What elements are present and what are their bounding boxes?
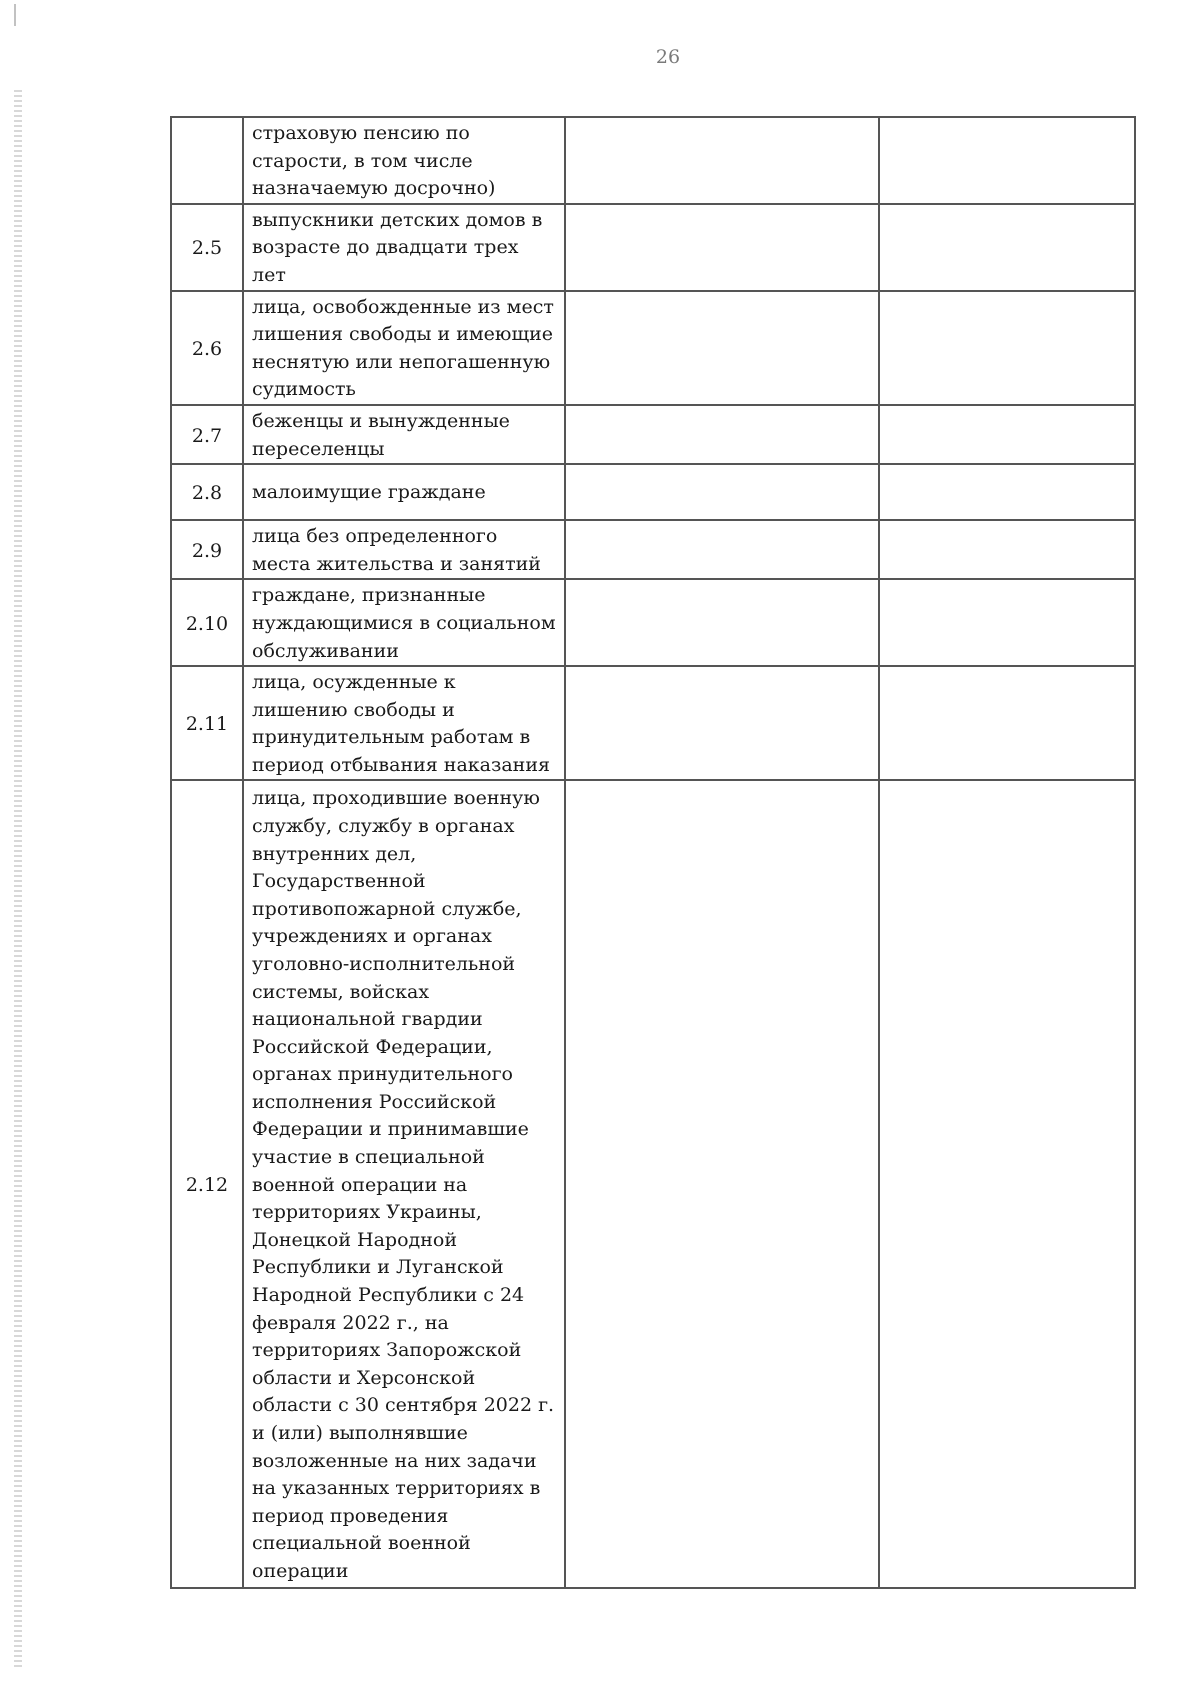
- page-number: 26: [655, 46, 681, 68]
- empty-cell: [879, 666, 1135, 780]
- row-description: беженцы и вынужденные переселенцы: [243, 405, 565, 464]
- row-number: 2.11: [171, 666, 243, 780]
- table-row: [171, 405, 1135, 464]
- empty-cell: [879, 579, 1135, 666]
- row-description: лица, освобожденные из мест лишения свободы и имеющие неснятую или непогашенную судимость: [243, 291, 565, 405]
- empty-cell: [565, 291, 879, 405]
- row-number: 2.10: [171, 579, 243, 666]
- row-description: выпускники детских домов в возрасте до двадцати трех лет: [243, 204, 565, 291]
- empty-cell: [879, 204, 1135, 291]
- empty-cell: [565, 579, 879, 666]
- row-description: лица, проходившие военную службу, службу в органах внутренних дел, Государственной противопожарной службе, учреждениях и органах уголовно-исполнительной системы, войсках национальной гвардии Российской Федерации, органах принудительного исполнения Российской Федерации и принимавшие участие в специальной военной операции на территориях Украины, Донецкой Народной Республики и Луганской Народной Республики с 24 февраля 2022 г., на территориях Запорожской области и Херсонской области с 30 сентября 2022 г. и (или) выполнявшие возложенные на них задачи на указанных территориях в период проведения специальной военной операции: [243, 780, 565, 1588]
- table-row: [171, 579, 1135, 666]
- empty-cell: [565, 405, 879, 464]
- empty-cell: [879, 520, 1135, 579]
- table-row: [171, 464, 1135, 520]
- row-description: малоимущие граждане: [243, 464, 565, 520]
- row-description: граждане, признанные нуждающимися в социальном обслуживании: [243, 579, 565, 666]
- table-row: [171, 204, 1135, 291]
- empty-cell: [879, 464, 1135, 520]
- empty-cell: [565, 117, 879, 204]
- empty-cell: [565, 666, 879, 780]
- empty-cell: [565, 780, 879, 1588]
- empty-cell: [565, 204, 879, 291]
- row-description: страховую пенсию по старости, в том числе назначаемую досрочно): [243, 117, 565, 204]
- table-row: [171, 117, 1135, 204]
- table-row: [171, 520, 1135, 579]
- row-number: 2.8: [171, 464, 243, 520]
- row-number: [171, 117, 243, 204]
- row-number: 2.9: [171, 520, 243, 579]
- row-number: 2.12: [171, 780, 243, 1588]
- row-description: лица, осужденные к лишению свободы и принудительным работам в период отбывания наказания: [243, 666, 565, 780]
- table-row: [171, 666, 1135, 780]
- row-number: 2.7: [171, 405, 243, 464]
- empty-cell: [879, 780, 1135, 1588]
- row-number: 2.5: [171, 204, 243, 291]
- scan-edge-strip: [14, 90, 22, 1670]
- table-row: [171, 780, 1135, 1588]
- table-row: [171, 291, 1135, 405]
- row-number: 2.6: [171, 291, 243, 405]
- scan-edge-mark: [14, 4, 16, 26]
- document-table: [170, 116, 1136, 1589]
- empty-cell: [879, 405, 1135, 464]
- row-description: лица без определенного места жительства и занятий: [243, 520, 565, 579]
- empty-cell: [879, 291, 1135, 405]
- empty-cell: [565, 520, 879, 579]
- empty-cell: [565, 464, 879, 520]
- empty-cell: [879, 117, 1135, 204]
